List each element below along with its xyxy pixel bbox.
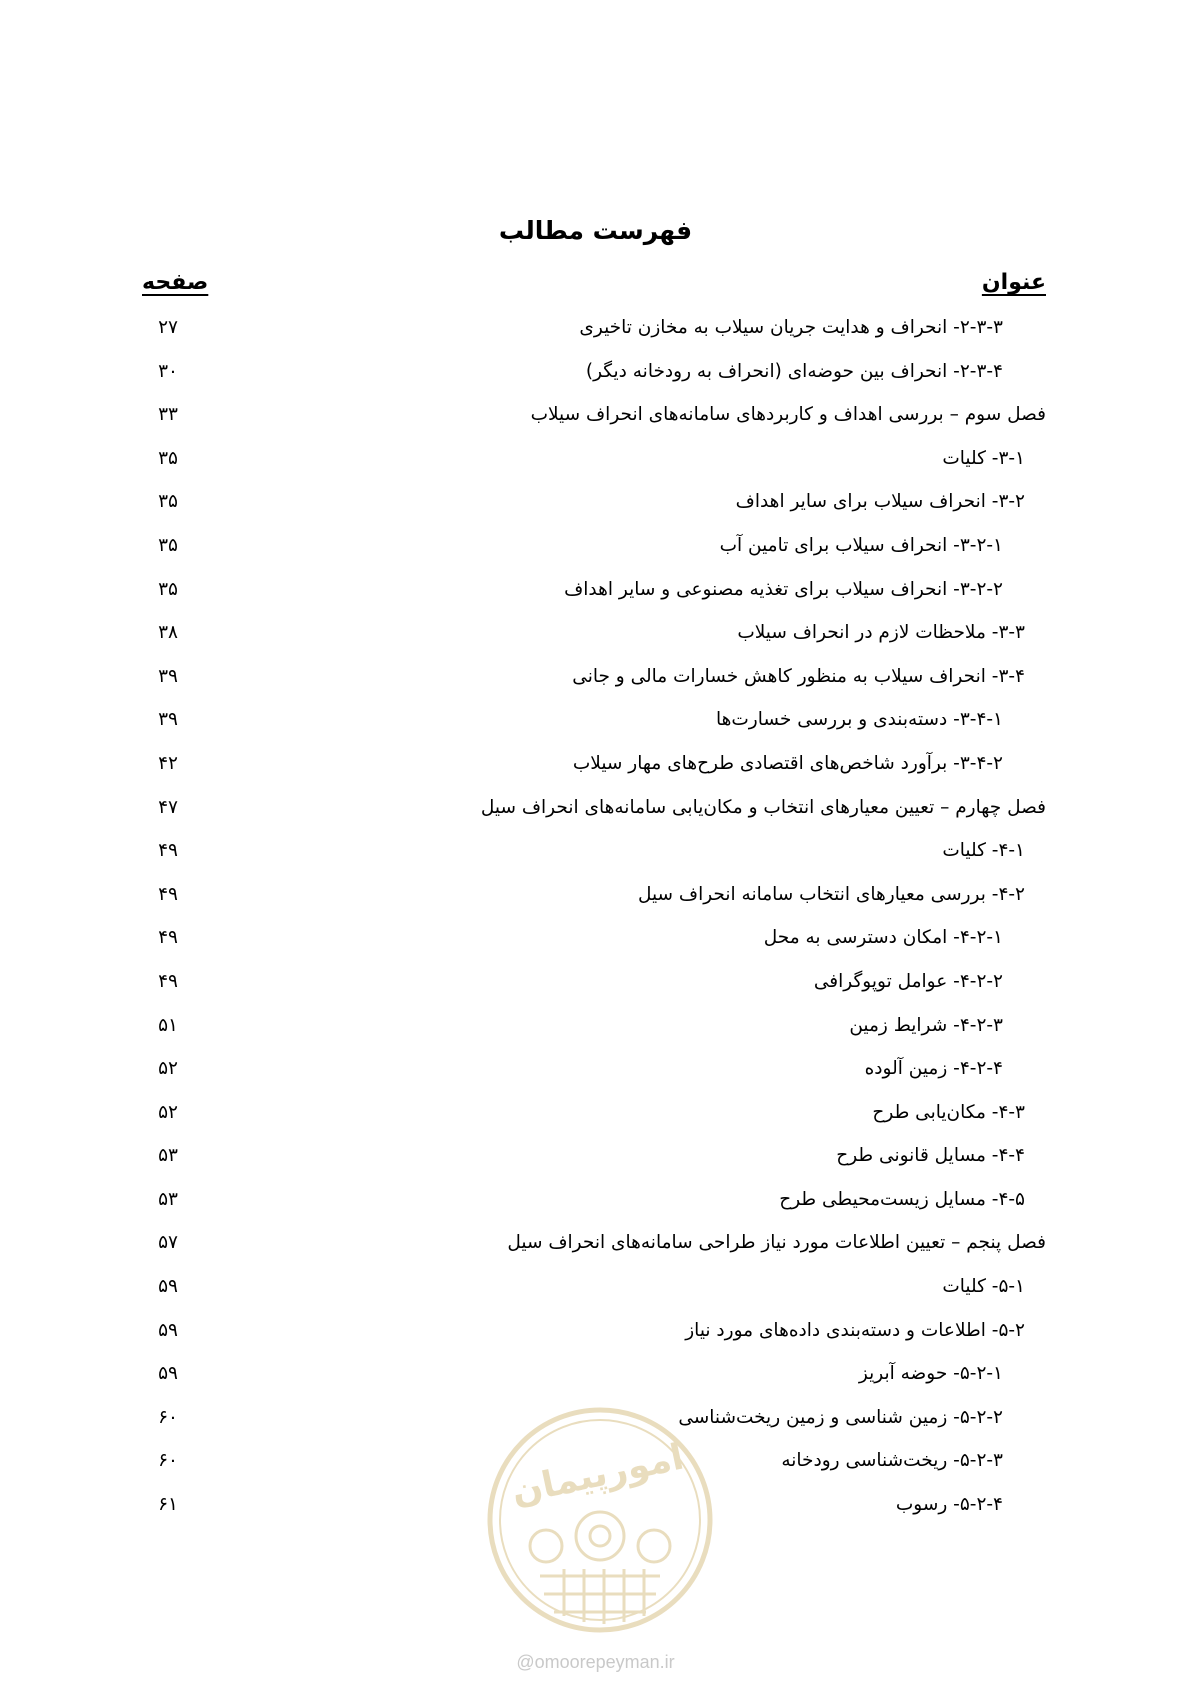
toc-entry-page-number: ۵۳	[158, 1188, 178, 1210]
toc-entry-page-number: ۵۳	[158, 1145, 178, 1167]
toc-entry-page-number: ۴۹	[158, 840, 178, 862]
toc-entry-page-number: ۵۹	[158, 1319, 178, 1341]
toc-entry-page-number: ۵۲	[158, 1058, 178, 1080]
toc-entry-title: ۳-۲-۲- انحراف سیلاب برای تغذیه مصنوعی و سایر اهداف	[564, 578, 1003, 600]
toc-entry-title: ۴-۲-۲- عوامل توپوگرافی	[813, 970, 1003, 992]
toc-entry-title: ۳-۲- انحراف سیلاب برای سایر اهداف	[735, 491, 1025, 513]
toc-entry	[0, 794, 1191, 838]
page-column-header: صفحه	[142, 270, 209, 295]
toc-entry-page-number: ۶۰	[158, 1406, 178, 1428]
toc-list	[0, 314, 1191, 1535]
toc-entry-title: فصل چهارم – تعیین معیارهای انتخاب و مکان‌یابی سامانه‌های انحراف سیل	[480, 796, 1046, 818]
toc-entry-title: ۴-۳- مکان‌یابی طرح	[872, 1101, 1025, 1123]
toc-entry	[0, 750, 1191, 794]
toc-entry-page-number: ۳۳	[158, 404, 178, 426]
toc-entry	[0, 924, 1191, 968]
toc-entry	[0, 401, 1191, 445]
toc-entry	[0, 619, 1191, 663]
toc-entry-title: ۴-۲-۱- امکان دسترسی به محل	[763, 927, 1003, 949]
toc-entry-page-number: ۴۲	[158, 752, 178, 774]
toc-entry-title: ۴-۲-۴- زمین آلوده	[864, 1058, 1003, 1080]
toc-entry-title: ۴-۱- کلیات	[942, 840, 1025, 862]
toc-entry	[0, 1055, 1191, 1099]
toc-entry-page-number: ۳۵	[158, 491, 178, 513]
page-title: فهرست مطالب	[498, 216, 693, 245]
toc-entry-page-number: ۴۹	[158, 970, 178, 992]
toc-entry-page-number: ۴۹	[158, 927, 178, 949]
toc-entry	[0, 663, 1191, 707]
toc-entry-page-number: ۳۵	[158, 534, 178, 556]
toc-entry-page-number: ۲۷	[158, 317, 178, 338]
toc-entry	[0, 968, 1191, 1012]
toc-entry-title: فصل پنجم – تعیین اطلاعات مورد نیاز طراحی سامانه‌های انحراف سیل	[507, 1232, 1046, 1254]
toc-entry	[0, 576, 1191, 620]
toc-entry-title: ۳-۴- انحراف سیلاب به منظور کاهش خسارات مالی و جانی	[572, 665, 1025, 687]
toc-entry-title: ۳-۴-۲- برآورد شاخص‌های اقتصادی طرح‌های مهار سیلاب	[572, 752, 1003, 774]
title-column-header: عنوان	[981, 270, 1046, 295]
toc-entry-page-number: ۶۱	[158, 1494, 178, 1516]
toc-entry-title: ۵-۲-۴- رسوب	[895, 1494, 1003, 1516]
toc-entry	[0, 837, 1191, 881]
toc-entry-page-number: ۳۵	[158, 578, 178, 600]
toc-entry-title: ۴-۲- بررسی معیارهای انتخاب سامانه انحراف سیل	[637, 883, 1025, 905]
toc-entry-page-number: ۳۵	[158, 447, 178, 469]
toc-entry-title: ۵-۲-۳- ریخت‌شناسی رودخانه	[781, 1450, 1003, 1472]
toc-entry-title: ۵-۲- اطلاعات و دسته‌بندی داده‌های مورد نیاز	[685, 1319, 1025, 1341]
toc-entry	[0, 1317, 1191, 1361]
toc-entry	[0, 314, 1191, 358]
toc-entry-page-number: ۵۷	[158, 1232, 178, 1254]
toc-entry-title: ۲-۳-۳- انحراف و هدایت جریان سیلاب به مخازن تاخیری	[579, 317, 1003, 338]
toc-entry	[0, 1360, 1191, 1404]
watermark-url: @omoorepeyman.ir	[516, 1652, 675, 1672]
toc-entry-page-number: ۴۹	[158, 883, 178, 905]
toc-entry-title: فصل سوم – بررسی اهداف و کاربردهای سامانه‌های انحراف سیلاب	[530, 404, 1046, 426]
toc-entry-page-number: ۳۹	[158, 665, 178, 687]
toc-entry	[0, 1229, 1191, 1273]
toc-entry	[0, 1186, 1191, 1230]
toc-entry-title: ۴-۲-۳- شرایط زمین	[849, 1014, 1003, 1036]
toc-entry	[0, 488, 1191, 532]
toc-entry	[0, 706, 1191, 750]
toc-entry-page-number: ۵۱	[158, 1014, 178, 1036]
toc-entry-title: ۳-۳- ملاحظات لازم در انحراف سیلاب	[737, 622, 1025, 644]
toc-entry-title: ۴-۵- مسایل زیست‌محیطی طرح	[779, 1188, 1025, 1210]
toc-entry-page-number: ۵۲	[158, 1101, 178, 1123]
toc-entry-title: ۲-۳-۴- انحراف بین حوضه‌ای (انحراف به رودخانه دیگر)	[585, 360, 1003, 382]
toc-entry-title: ۳-۴-۱- دسته‌بندی و بررسی خسارت‌ها	[716, 709, 1003, 731]
toc-entry	[0, 1142, 1191, 1186]
toc-entry-page-number: ۵۹	[158, 1276, 178, 1298]
toc-entry-page-number: ۴۷	[158, 796, 178, 818]
toc-entry-page-number: ۶۰	[158, 1450, 178, 1472]
toc-entry-title: ۳-۱- کلیات	[942, 447, 1025, 469]
toc-entry-title: ۵-۱- کلیات	[942, 1276, 1025, 1298]
svg-text:امورپیمان: امورپیمان	[507, 1436, 688, 1513]
toc-entry-title: ۵-۲-۱- حوضه آبریز	[858, 1363, 1003, 1385]
toc-entry-page-number: ۵۹	[158, 1363, 178, 1385]
toc-entry	[0, 445, 1191, 489]
toc-entry	[0, 1099, 1191, 1143]
toc-entry	[0, 532, 1191, 576]
toc-entry-title: ۴-۴- مسایل قانونی طرح	[836, 1145, 1025, 1167]
toc-entry-title: ۳-۲-۱- انحراف سیلاب برای تامین آب	[719, 534, 1003, 556]
toc-entry-page-number: ۳۸	[158, 622, 178, 644]
toc-entry	[0, 1012, 1191, 1056]
watermark-logo	[484, 1404, 716, 1636]
toc-entry-title: ۵-۲-۲- زمین شناسی و زمین ریخت‌شناسی	[678, 1406, 1003, 1428]
toc-entry	[0, 881, 1191, 925]
toc-entry	[0, 358, 1191, 402]
toc-entry	[0, 1273, 1191, 1317]
toc-entry-page-number: ۳۹	[158, 709, 178, 731]
toc-entry-page-number: ۳۰	[158, 360, 178, 382]
